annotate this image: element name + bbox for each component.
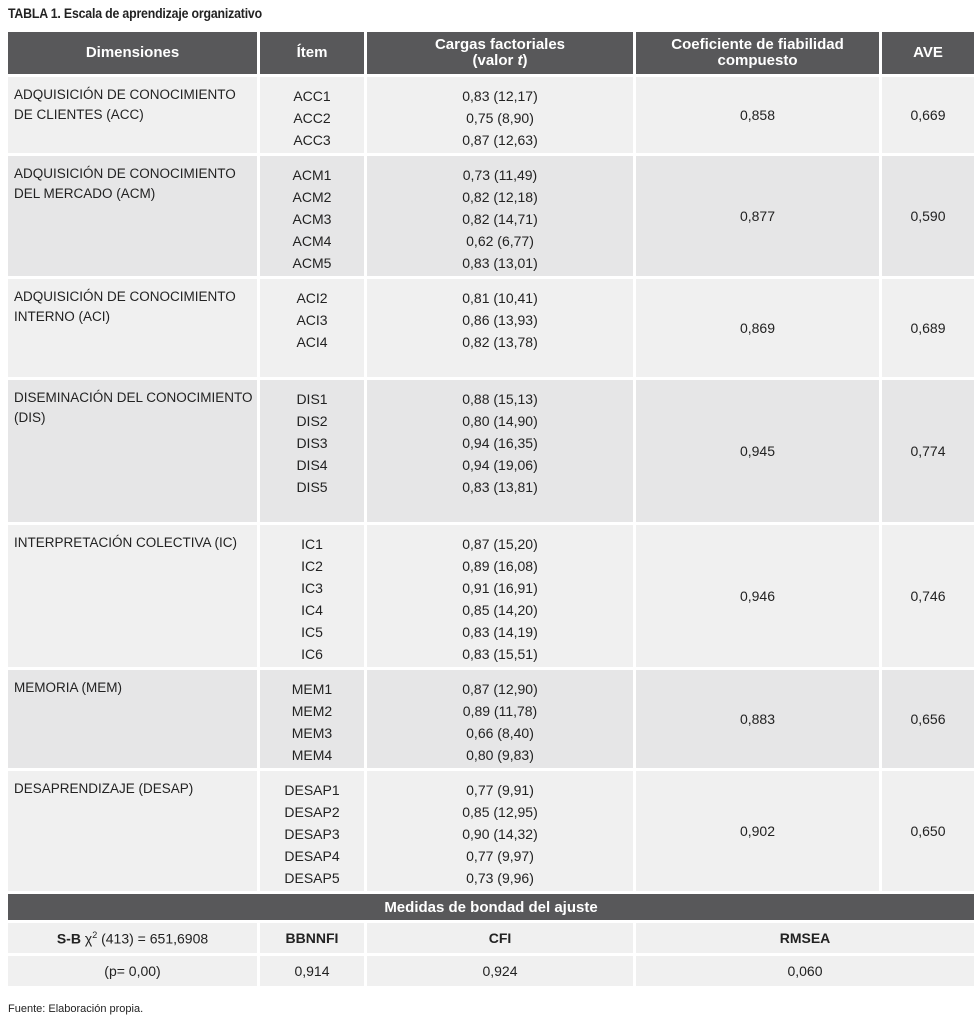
item-code: DESAP5 (284, 870, 340, 886)
factor-loading: 0,90 (14,32) (462, 826, 538, 842)
item-code: DESAP3 (284, 826, 340, 842)
factor-loading: 0,75 (8,90) (466, 110, 534, 126)
header-coeficiente: Coeficiente de fiabilidad compuesto (636, 32, 879, 74)
loading-list (367, 77, 633, 153)
item-code: MEM4 (291, 747, 333, 763)
composite-reliability: 0,902 (636, 771, 879, 891)
item-code: ACM3 (292, 211, 332, 227)
item-code: IC4 (301, 602, 323, 618)
fit-section-title: Medidas de bondad del ajuste (8, 894, 974, 920)
factor-loading: 0,88 (15,13) (462, 391, 538, 407)
bbnnfi-value: 0,914 (260, 956, 364, 986)
item-code: DIS3 (296, 435, 328, 451)
table-row (8, 279, 974, 377)
factor-loading: 0,77 (9,91) (466, 782, 534, 798)
cfi-label: CFI (367, 923, 633, 953)
dimension-name: ADQUISICIÓN DE CONOCIMIENTO DEL MERCADO (ACM) (8, 156, 257, 276)
item-code: ACC3 (293, 132, 331, 148)
item-code: DIS5 (296, 479, 328, 495)
dimension-name: DISEMINACIÓN DEL CONOCIMIENTO (DIS) (8, 380, 257, 522)
item-code: DIS2 (296, 413, 328, 429)
loading-list (367, 380, 633, 522)
factor-loading: 0,83 (15,51) (462, 646, 538, 662)
dimension-name: DESAPRENDIZAJE (DESAP) (8, 771, 257, 891)
item-code: MEM3 (291, 725, 333, 741)
factor-loading: 0,81 (10,41) (462, 290, 538, 306)
composite-reliability: 0,946 (636, 525, 879, 667)
rmsea-value: 0,060 (636, 956, 974, 986)
factor-loading: 0,89 (11,78) (462, 703, 538, 719)
item-code: ACM2 (292, 189, 332, 205)
factor-loading: 0,87 (15,20) (462, 536, 538, 552)
item-code: DESAP2 (284, 804, 340, 820)
loading-list (367, 279, 633, 377)
loading-list (367, 771, 633, 891)
factor-loading: 0,83 (12,17) (462, 88, 538, 104)
factor-loading: 0,83 (13,81) (462, 479, 538, 495)
item-code: IC1 (301, 536, 323, 552)
factor-loading: 0,87 (12,90) (462, 681, 538, 697)
factor-loading: 0,73 (9,96) (466, 870, 534, 886)
dimension-name: INTERPRETACIÓN COLECTIVA (IC) (8, 525, 257, 667)
item-code: ACM1 (292, 167, 332, 183)
header-ave: AVE (882, 32, 974, 74)
loading-list (367, 156, 633, 276)
factor-loading: 0,89 (16,08) (462, 558, 538, 574)
header-item: Ítem (260, 32, 364, 74)
item-code: DESAP1 (284, 782, 340, 798)
factor-loading: 0,83 (13,01) (462, 255, 538, 271)
composite-reliability: 0,945 (636, 380, 879, 522)
item-code: DIS4 (296, 457, 328, 473)
item-code: IC6 (301, 646, 323, 662)
factor-loading: 0,85 (14,20) (462, 602, 538, 618)
factor-loading: 0,87 (12,63) (462, 132, 538, 148)
factor-loading: 0,94 (16,35) (462, 435, 538, 451)
item-list (260, 771, 364, 891)
item-list (260, 156, 364, 276)
factor-loading: 0,80 (14,90) (462, 413, 538, 429)
factor-loading: 0,85 (12,95) (462, 804, 538, 820)
item-list (260, 279, 364, 377)
table-row (8, 77, 974, 153)
factor-loading: 0,86 (13,93) (462, 312, 538, 328)
factor-loading: 0,82 (12,18) (462, 189, 538, 205)
item-code: ACI2 (296, 290, 328, 306)
table-row (8, 380, 974, 522)
item-code: ACI4 (296, 334, 328, 350)
factor-loading: 0,94 (19,06) (462, 457, 538, 473)
item-code: IC3 (301, 580, 323, 596)
factor-loading: 0,66 (8,40) (466, 725, 534, 741)
factor-loading: 0,91 (16,91) (462, 580, 538, 596)
ave-value: 0,650 (882, 771, 974, 891)
factor-loading: 0,62 (6,77) (466, 233, 534, 249)
item-code: ACC1 (293, 88, 331, 104)
factor-loadings-table (5, 29, 975, 989)
factor-loading: 0,82 (13,78) (462, 334, 538, 350)
item-code: ACI3 (296, 312, 328, 328)
composite-reliability: 0,858 (636, 77, 879, 153)
dimension-name: ADQUISICIÓN DE CONOCIMIENTO INTERNO (ACI) (8, 279, 257, 377)
factor-loading: 0,82 (14,71) (462, 211, 538, 227)
item-code: MEM2 (291, 703, 333, 719)
item-code: ACM5 (292, 255, 332, 271)
item-code: MEM1 (291, 681, 333, 697)
table-row (8, 771, 974, 891)
p-value: (p= 0,00) (8, 956, 257, 986)
factor-loading: 0,73 (11,49) (462, 167, 538, 183)
loading-list (367, 670, 633, 768)
ave-value: 0,774 (882, 380, 974, 522)
table-row (8, 156, 974, 276)
item-code: DESAP4 (284, 848, 340, 864)
composite-reliability: 0,883 (636, 670, 879, 768)
composite-reliability: 0,869 (636, 279, 879, 377)
table-caption: TABLA 1. Escala de aprendizaje organizativo (8, 5, 262, 21)
item-code: ACM4 (292, 233, 332, 249)
factor-loading: 0,83 (14,19) (462, 624, 538, 640)
item-list (260, 77, 364, 153)
dimension-name: ADQUISICIÓN DE CONOCIMIENTO DE CLIENTES (ACC) (8, 77, 257, 153)
item-list (260, 380, 364, 522)
composite-reliability: 0,877 (636, 156, 879, 276)
factor-loading: 0,80 (9,83) (466, 747, 534, 763)
bbnnfi-label: BBNNFI (260, 923, 364, 953)
ave-value: 0,669 (882, 77, 974, 153)
footnote: Fuente: Elaboración propia. (8, 1003, 144, 1015)
table-row (8, 525, 974, 667)
header-dimensiones: Dimensiones (8, 32, 257, 74)
item-list (260, 525, 364, 667)
ave-value: 0,656 (882, 670, 974, 768)
item-code: ACC2 (293, 110, 331, 126)
dimension-name: MEMORIA (MEM) (8, 670, 257, 768)
item-code: IC2 (301, 558, 323, 574)
cfi-value: 0,924 (367, 956, 633, 986)
header-cargas: Cargas factoriales (valor t) (367, 32, 633, 74)
table-body (8, 77, 974, 891)
table-row (8, 670, 974, 768)
item-code: IC5 (301, 624, 323, 640)
rmsea-label: RMSEA (636, 923, 974, 953)
item-code: DIS1 (296, 391, 328, 407)
ave-value: 0,746 (882, 525, 974, 667)
chi-square-cell: S-B $\chi^2$ (413) = 651,6908 (8, 923, 257, 953)
ave-value: 0,590 (882, 156, 974, 276)
item-list (260, 670, 364, 768)
factor-loading: 0,77 (9,97) (466, 848, 534, 864)
ave-value: 0,689 (882, 279, 974, 377)
loading-list (367, 525, 633, 667)
